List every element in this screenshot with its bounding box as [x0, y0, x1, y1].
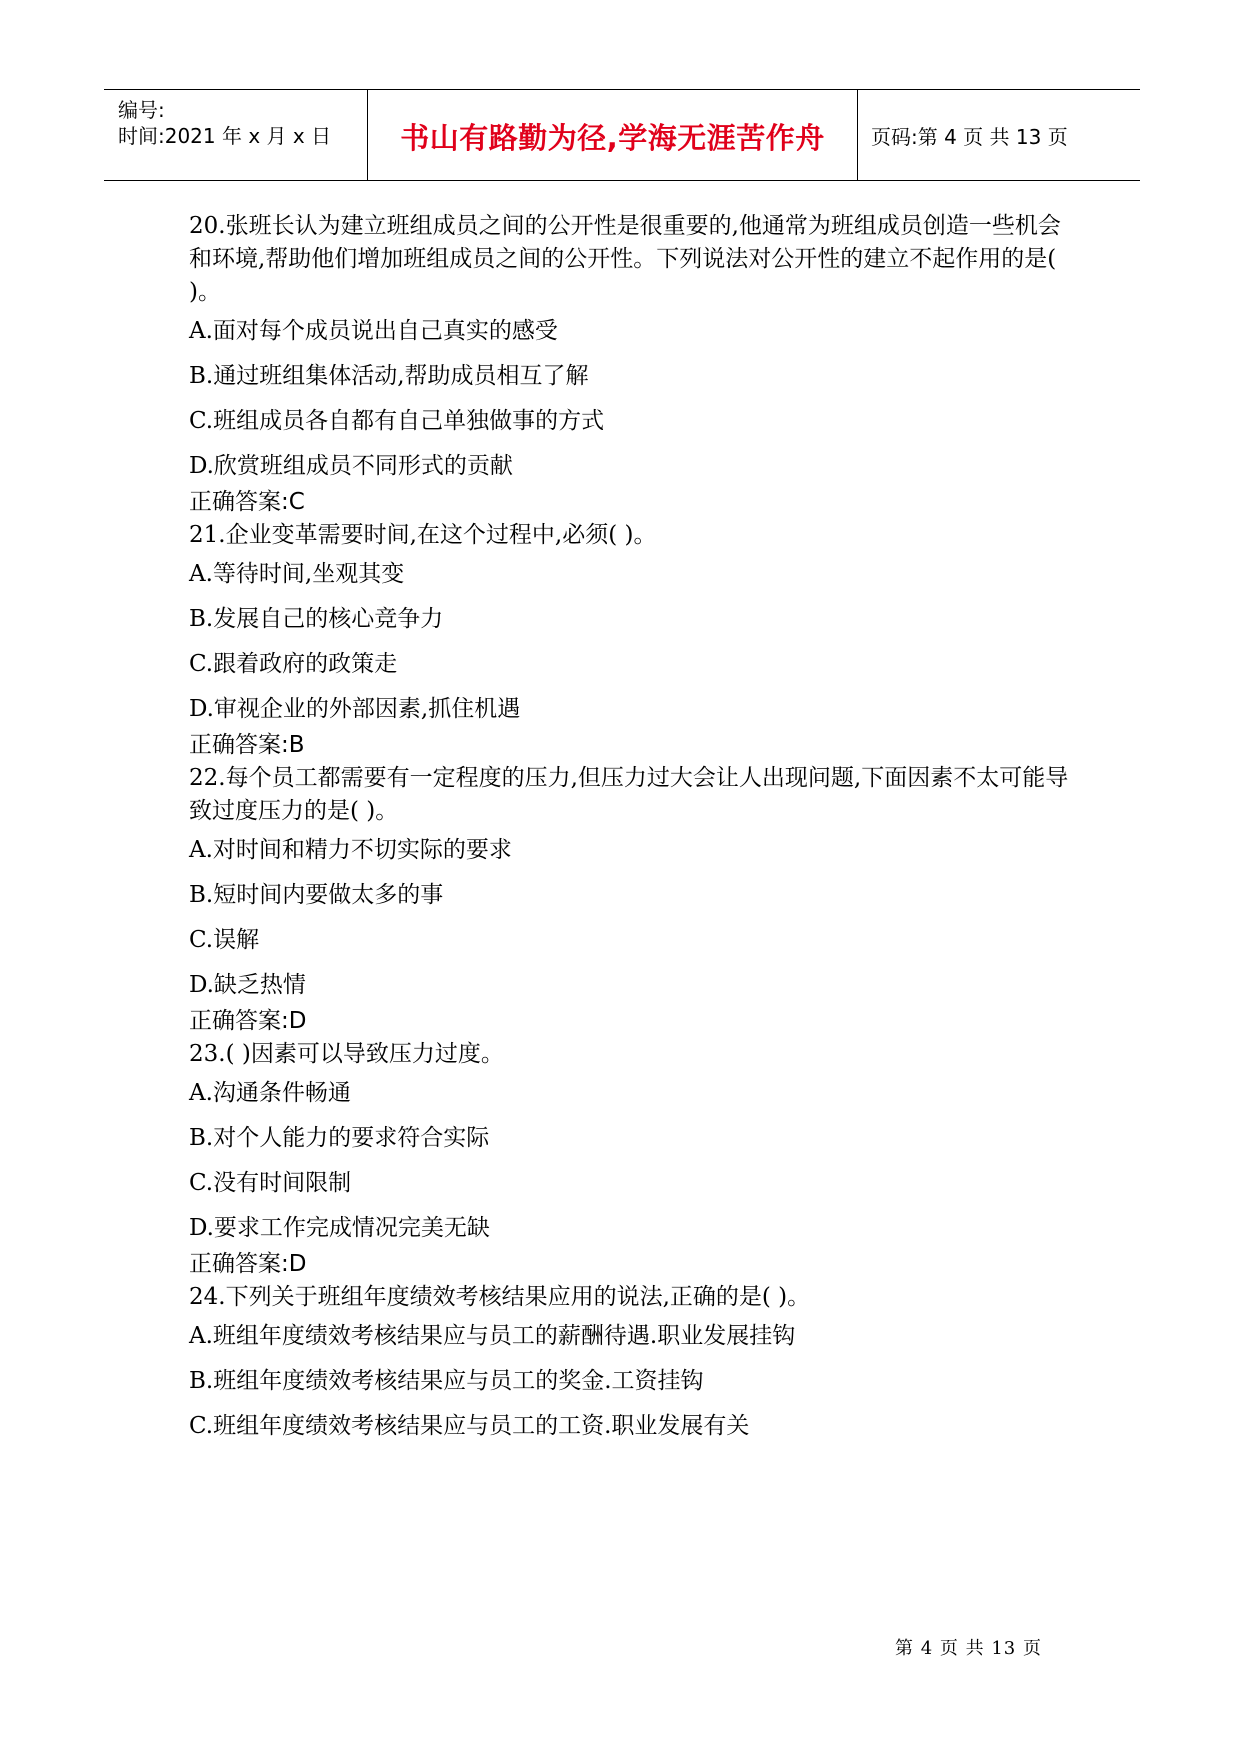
number-label: 编号: [118, 98, 165, 122]
question-option: A.对时间和精力不切实际的要求 [189, 837, 512, 863]
question-option: A.沟通条件畅通 [189, 1080, 351, 1106]
question-option: D.要求工作完成情况完美无缺 [189, 1215, 490, 1241]
time-label: 时间:2021 年 x 月 x 日 [118, 124, 332, 148]
question-option: B.发展自己的核心竞争力 [189, 606, 444, 632]
question-option: A.班组年度绩效考核结果应与员工的薪酬待遇.职业发展挂钩 [189, 1323, 796, 1349]
question-option: C.误解 [189, 927, 260, 953]
page-info: 页码:第 4 页 共 13 页 [871, 124, 1068, 149]
page-footer: 第 4 页 共 13 页 [895, 1638, 1042, 1659]
question-option: B.对个人能力的要求符合实际 [189, 1125, 490, 1151]
question-stem: 21.企业变革需要时间,在这个过程中,必须( )。 [189, 522, 657, 548]
header-meta-cell [104, 90, 368, 180]
question-option: D.缺乏热情 [189, 972, 306, 998]
question-stem: 23.( )因素可以导致压力过度。 [189, 1041, 504, 1067]
answer-line: 正确答案:B [189, 732, 305, 758]
header-page-cell [858, 90, 1140, 180]
question-stem: 20.张班长认为建立班组成员之间的公开性是很重要的,他通常为班组成员创造一些机会和环境,帮助他们增加班组成员之间的公开性。下列说法对公开性的建立不起作用的是( )。 [189, 213, 1061, 305]
motto-text: 书山有路勤为径,学海无涯苦作舟 [400, 120, 825, 155]
answer-line: 正确答案:C [189, 489, 305, 515]
answer-line: 正确答案:D [189, 1251, 307, 1277]
question-option: C.班组年度绩效考核结果应与员工的工资.职业发展有关 [189, 1413, 750, 1439]
question-list [189, 210, 1069, 1443]
question-option: C.班组成员各自都有自己单独做事的方式 [189, 408, 605, 434]
question-stem: 22.每个员工都需要有一定程度的压力,但压力过大会让人出现问题,下面因素不太可能导致过度压力的是( )。 [189, 765, 1069, 824]
question-option: D.欣赏班组成员不同形式的贡献 [189, 453, 513, 479]
question-option: B.班组年度绩效考核结果应与员工的奖金.工资挂钩 [189, 1368, 704, 1394]
question-option: C.没有时间限制 [189, 1170, 352, 1196]
question-option: A.面对每个成员说出自己真实的感受 [189, 318, 558, 344]
question-stem: 24.下列关于班组年度绩效考核结果应用的说法,正确的是( )。 [189, 1284, 811, 1310]
question-option: B.通过班组集体活动,帮助成员相互了解 [189, 363, 589, 389]
page-header [104, 89, 1140, 181]
question-option: C.跟着政府的政策走 [189, 651, 398, 677]
answer-line: 正确答案:D [189, 1008, 307, 1034]
question-option: A.等待时间,坐观其变 [189, 561, 405, 587]
header-motto-cell [368, 90, 858, 180]
question-option: B.短时间内要做太多的事 [189, 882, 444, 908]
question-option: D.审视企业的外部因素,抓住机遇 [189, 696, 521, 722]
